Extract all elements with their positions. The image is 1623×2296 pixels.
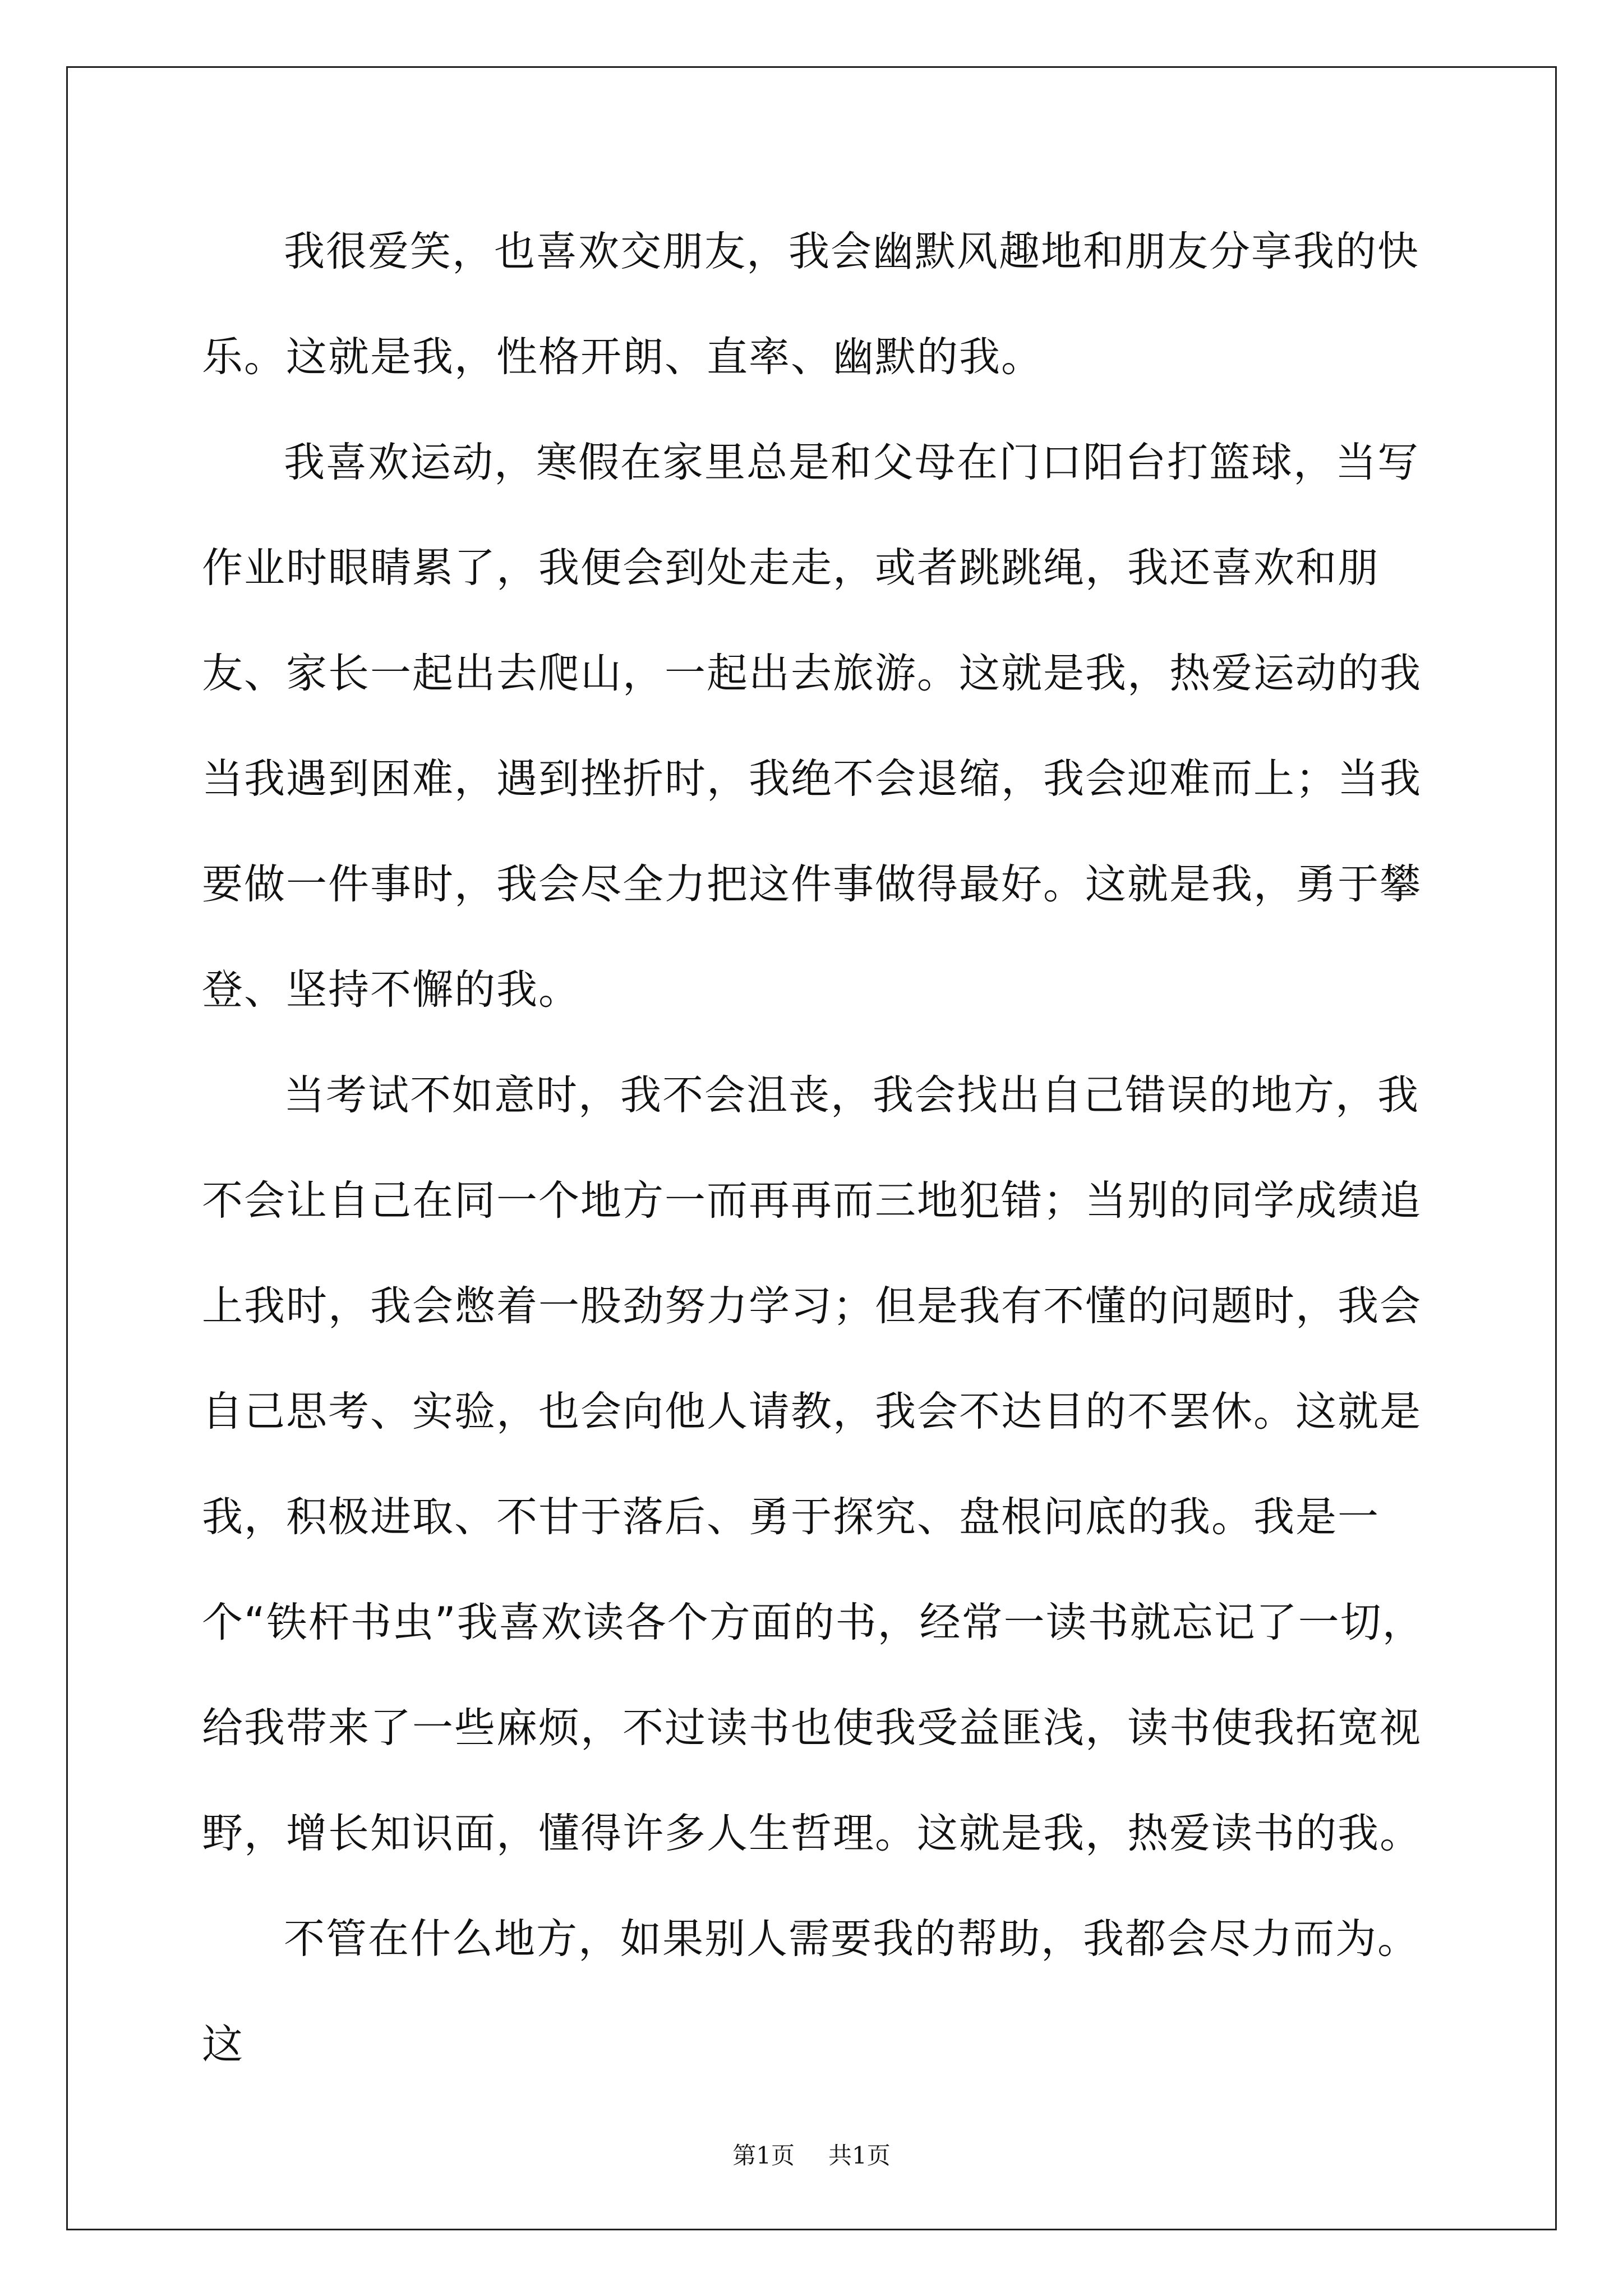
paragraph-3: 当考试不如意时，我不会沮丧，我会找出自己错误的地方，我不会让自己在同一个地方一而再再而三地犯错；当别的同学成绩追上我时，我会憋着一股劲努力学习；但是我有不懂的问题时，我会自己思考、实验，也会向他人请教，我会不达目的不罢休。这就是我，积极进取、不甘于落后、勇于探究、盘根问底的我。我是一个“铁杆书虫”我喜欢读各个方面的书，经常一读书就忘记了一切，给我带来了一些麻烦，不过读书也使我受益匪浅，读书使我拓宽视野，增长知识面，懂得许多人生哲理。这就是我，热爱读书的我。 [202,1071,1424,1857]
page-total: 共1页 [828,2142,891,2169]
document-body [202,199,1436,2097]
page-footer [0,2137,1623,2171]
paragraph-4: 不管在什么地方，如果别人需要我的帮助，我都会尽力而为。这 [202,1915,1419,2068]
paragraph-2: 我喜欢运动，寒假在家里总是和父母在门口阳台打篮球，当写作业时眼睛累了，我便会到处走走，或者跳跳绳，我还喜欢和朋友、家长一起出去爬山，一起出去旅游。这就是我，热爱运动的我当我遇到困难，遇到挫折时，我绝不会退缩，我会迎难而上；当我要做一件事时，我会尽全力把这件事做得最好。这就是我，勇于攀登、坚持不懈的我。 [202,439,1422,1014]
page-number: 第1页 [732,2142,795,2169]
paragraph-1: 我很爱笑，也喜欢交朋友，我会幽默风趣地和朋友分享我的快乐。这就是我，性格开朗、直率、幽默的我。 [202,228,1419,381]
